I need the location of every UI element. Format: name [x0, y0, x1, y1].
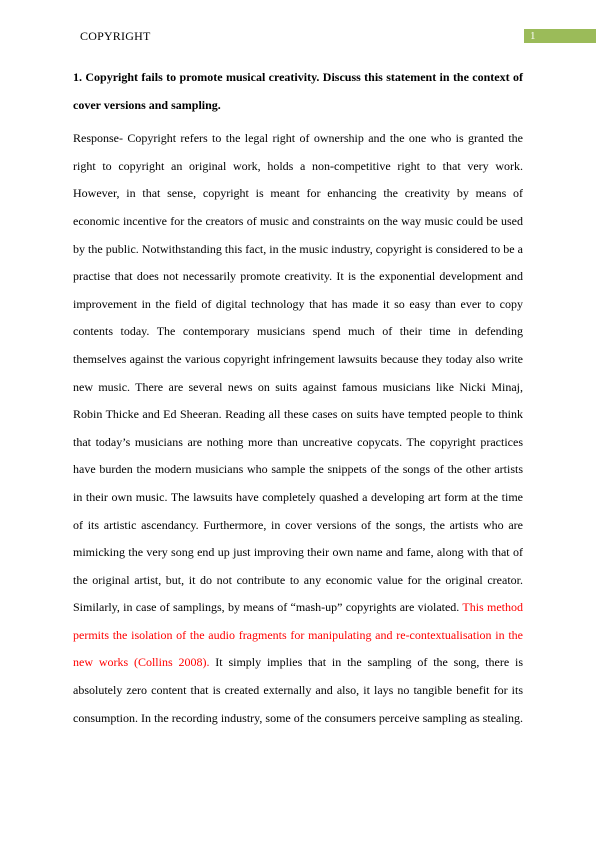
cited-passage: This method permits the isolation of the audio fragments for manipulating and re-contextualisation in the new works (Collins 2008). [73, 600, 523, 670]
header-title: COPYRIGHT [80, 29, 151, 43]
response-text-after-citation: It simply implies that in the sampling of the song, there is absolutely zero content that is created externally and also, it lays no tangible benefit for its consumption. In the recording industry, some of the consumers perceive sampling as stealing. [73, 655, 523, 725]
essay-question: 1. Copyright fails to promote musical creativity. Discuss this statement in the context of cover versions and sampling. [73, 70, 523, 112]
page-number-badge [524, 29, 596, 43]
document-body [73, 64, 523, 732]
response-text-before-citation: Response- Copyright refers to the legal right of ownership and the one who is granted the right to copyright an original work, holds a non-competitive right to that very work. However, in that sense, copyright is meant for enhancing the creativity by means of economic incentive for the creators of music and constraints on the way music could be used by the public. Notwithstanding this fact, in the music industry, copyright is considered to be a practise that does not necessarily promote creativity. It is the exponential development and improvement in the field of digital technology that has made it so easy than ever to copy contents today. The contemporary musicians spend much of their time in defending themselves against the various copyright infringement lawsuits because they today also write new music. There are several news on suits against famous musicians like Nicki Minaj, Robin Thicke and Ed Sheeran. Reading all these cases on suits have tempted people to think that today’s musicians are nothing more than uncreative copycats. The copyright practices have burden the modern musicians who sample the snippets of the songs of the other artists in their own music. The lawsuits have completely quashed a developing art form at the time of its artistic ascendancy. Furthermore, in cover versions of the songs, the artists who are mimicking the very song end up just improving their own name and fame, along with that of the original artist, but, it do not contribute to any economic value for the original creator. Similarly, in case of samplings, by means of “mash-up” copyrights are violated. [73, 131, 523, 615]
essay-response [73, 125, 523, 732]
page-number: 1 [530, 30, 536, 42]
